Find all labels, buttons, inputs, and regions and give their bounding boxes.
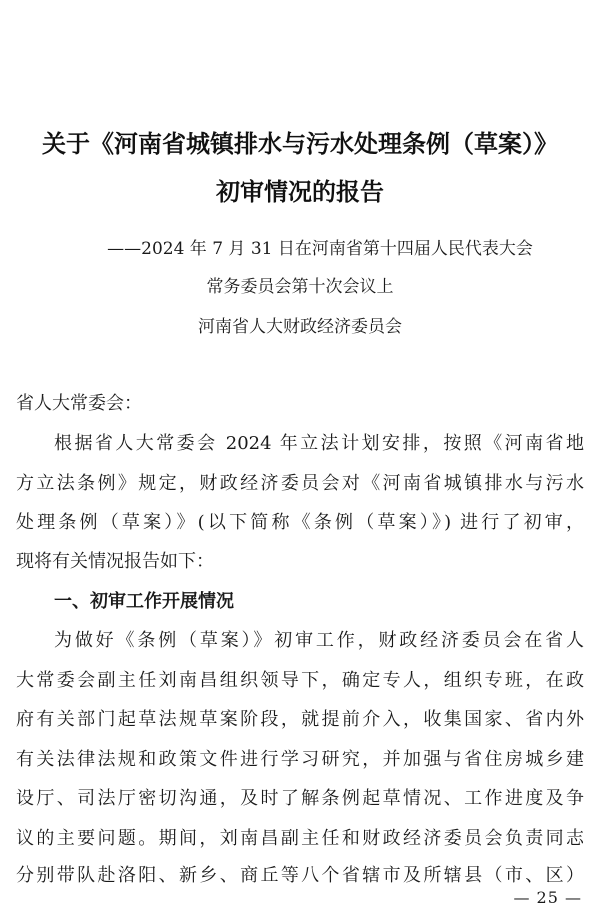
paragraph-2-line-6: 议的主要问题。期间，刘南昌副主任和财政经济委员会负责同志 (16, 828, 584, 849)
paragraph-1-line-1: 根据省人大常委会 2024 年立法计划安排，按照《河南省地 (54, 433, 584, 454)
paragraph-2-line-5: 设厅、司法厅密切沟通，及时了解条例起草情况、工作进度及争 (16, 788, 584, 809)
subtitle-meeting-line: 常务委员会第十次会议上 (206, 277, 394, 297)
paragraph-1-line-3: 处理条例（草案）》(以下简称《条例（草案）》) 进行了初审， (16, 512, 584, 533)
subtitle-date-line: ——2024 年 7 月 31 日在河南省第十四届人民代表大会 (107, 239, 533, 259)
paragraph-2-line-3: 府有关部门起草法规草案阶段，就提前介入，收集国家、省内外 (16, 709, 584, 730)
report-title-line-2: 初审情况的报告 (216, 178, 384, 206)
page-number: — 25 — (513, 888, 582, 907)
report-title-line-1: 关于《河南省城镇排水与污水处理条例（草案）》 (42, 130, 558, 158)
paragraph-2-line-2: 大常委会副主任刘南昌组织领导下，确定专人，组织专班，在政 (16, 670, 584, 691)
paragraph-1-line-2: 方立法条例》规定，财政经济委员会对《河南省城镇排水与污水 (16, 473, 584, 494)
paragraph-2-line-7: 分别带队赴洛阳、新乡、商丘等八个省辖市及所辖县（市、区） (16, 865, 584, 886)
subtitle-author-line: 河南省人大财政经济委员会 (198, 317, 402, 337)
salutation: 省人大常委会： (16, 393, 142, 414)
section-1-heading: 一、初审工作开展情况 (54, 591, 234, 612)
paragraph-1-line-4: 现将有关情况报告如下： (16, 551, 214, 572)
paragraph-2-line-4: 有关法律法规和政策文件进行学习研究，并加强与省住房城乡建 (16, 749, 584, 770)
paragraph-2-line-1: 为做好《条例（草案）》初审工作，财政经济委员会在省人 (54, 630, 584, 651)
